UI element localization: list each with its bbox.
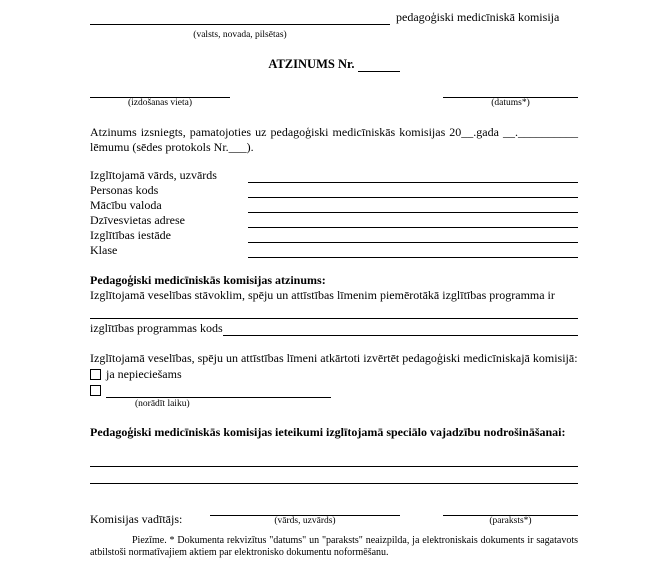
institution-hint: (valsts, novada, pilsētas) bbox=[193, 30, 287, 40]
recommendations-write-area bbox=[90, 450, 578, 484]
date-blank[interactable] bbox=[443, 84, 578, 98]
field-line-language[interactable] bbox=[248, 199, 578, 213]
issue-place-col bbox=[90, 84, 230, 109]
checkbox-row-time bbox=[90, 383, 578, 398]
institution-suffix-label: pedagoģiski medicīniskā komisija bbox=[396, 10, 560, 24]
opinion-answer-line[interactable] bbox=[90, 303, 578, 319]
opinion-heading: Pedagoģiski medicīniskās komisijas atzinums: bbox=[90, 273, 326, 287]
institution-hint-wrap bbox=[90, 26, 390, 41]
field-row-name bbox=[90, 168, 578, 183]
field-line-personal-code[interactable] bbox=[248, 184, 578, 198]
program-code-label: izglītības programmas kods bbox=[90, 321, 223, 335]
institution-header bbox=[90, 10, 578, 25]
checkbox-if-needed[interactable] bbox=[90, 369, 101, 380]
footnote: Piezīme. * Dokumenta rekvizītus "datums" un "paraksts" neaizpilda, ja elektroniskais dokuments ir sagatavots atbilstoši normatīvajiem aktiem par elektronisko dokumentu noformēšanu. bbox=[90, 535, 578, 558]
document-title: ATZINUMS Nr. bbox=[268, 57, 355, 71]
signature-label: Komisijas vadītājs: bbox=[90, 512, 183, 526]
date-col bbox=[443, 84, 578, 109]
checkbox-row-if-needed bbox=[90, 367, 578, 382]
field-label-class: Klase bbox=[90, 243, 118, 257]
intro-paragraph: Atzinums izsniegts, pamatojoties uz pedagoģiski medicīniskās komisijas 20__.gada __.__________ lēmumu (sēdes protokols Nr.___). bbox=[90, 125, 578, 154]
reassessment-text: Izglītojamā veselības, spēju un attīstības līmeni atkārtoti izvērtēt pedagoģiski medicīniskajā komisijā: bbox=[90, 351, 578, 365]
field-row-language bbox=[90, 198, 578, 213]
recommendations-heading: Pedagoģiski medicīniskās komisijas ieteikumi izglītojamā speciālo vajadzību nodrošināšanai: bbox=[90, 425, 566, 439]
field-row-institution bbox=[90, 228, 578, 243]
date-hint: (datums*) bbox=[491, 98, 530, 108]
issue-place-hint: (izdošanas vieta) bbox=[127, 98, 193, 108]
field-line-class[interactable] bbox=[248, 244, 578, 258]
time-hint: (norādīt laiku) bbox=[135, 399, 190, 409]
signature-name-col bbox=[210, 502, 400, 527]
issue-place-blank[interactable] bbox=[90, 84, 230, 98]
program-code-row bbox=[90, 320, 578, 336]
signature-sign-col bbox=[443, 502, 578, 527]
reassessment-section bbox=[90, 351, 578, 410]
field-label-name: Izglītojamā vārds, uzvārds bbox=[90, 168, 217, 182]
field-label-address: Dzīvesvietas adrese bbox=[90, 213, 185, 227]
document-number-blank[interactable] bbox=[358, 58, 400, 72]
document-title-row bbox=[90, 57, 578, 72]
field-row-personal-code bbox=[90, 183, 578, 198]
time-blank[interactable] bbox=[106, 384, 331, 398]
field-line-address[interactable] bbox=[248, 214, 578, 228]
field-row-address bbox=[90, 213, 578, 228]
signature-sign-hint: (paraksts*) bbox=[489, 516, 532, 526]
opinion-section bbox=[90, 273, 578, 336]
signature-sign-blank[interactable] bbox=[443, 502, 578, 516]
field-label-personal-code: Personas kods bbox=[90, 183, 159, 197]
recommendations-line-2[interactable] bbox=[90, 467, 578, 484]
checkbox-if-needed-label: ja nepieciešams bbox=[106, 367, 182, 381]
recommendations-line-1[interactable] bbox=[90, 450, 578, 467]
place-date-row bbox=[90, 84, 578, 109]
institution-name-blank[interactable] bbox=[90, 11, 390, 25]
signature-name-hint: (vārds, uzvārds) bbox=[274, 516, 336, 526]
program-code-blank[interactable] bbox=[223, 322, 578, 336]
signature-name-blank[interactable] bbox=[210, 502, 400, 516]
recommendations-section bbox=[90, 425, 578, 484]
field-label-institution: Izglītības iestāde bbox=[90, 228, 171, 242]
field-line-institution[interactable] bbox=[248, 229, 578, 243]
signature-row bbox=[90, 502, 578, 527]
opinion-text: Izglītojamā veselības stāvoklim, spēju un attīstības līmenim piemērotākā izglītības programma ir bbox=[90, 288, 555, 302]
field-line-name[interactable] bbox=[248, 169, 578, 183]
checkbox-time[interactable] bbox=[90, 385, 101, 396]
field-row-class bbox=[90, 243, 578, 258]
field-label-language: Mācību valoda bbox=[90, 198, 162, 212]
person-fields bbox=[90, 168, 578, 258]
